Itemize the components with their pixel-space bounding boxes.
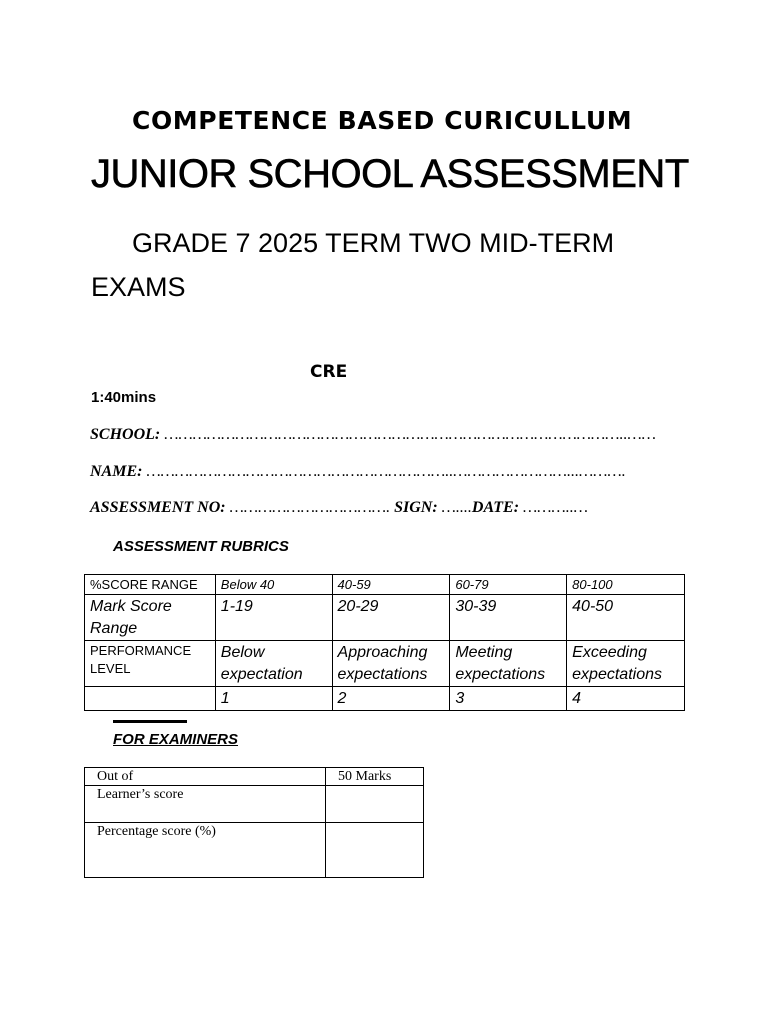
table-row — [85, 687, 685, 711]
exam-title-line2: EXAMS — [91, 272, 186, 302]
rubric-cell: Approaching expectations — [332, 641, 450, 687]
name-label: NAME: — [90, 463, 143, 480]
rubric-cell — [85, 687, 216, 711]
subject-title: CRE — [310, 362, 348, 382]
rubric-cell: PERFORMANCE LEVEL — [85, 641, 216, 687]
rubric-cell: Below 40 — [215, 575, 332, 595]
marks-cell: 50 Marks — [326, 768, 424, 786]
rubric-cell: Meeting expectations — [450, 641, 567, 687]
rubric-cell: 1-19 — [215, 595, 332, 641]
marks-cell: Percentage score (%) — [85, 823, 326, 878]
rubrics-title: ASSESSMENT RUBRICS — [113, 538, 289, 555]
rubric-cell: 80-100 — [567, 575, 685, 595]
learner-score-input[interactable] — [326, 786, 424, 823]
rubric-cell: 40-50 — [567, 595, 685, 641]
sign-blank: ….... — [437, 499, 472, 516]
rubric-cell: 2 — [332, 687, 450, 711]
rubric-cell: Mark Score Range — [85, 595, 216, 641]
table-row — [85, 575, 685, 595]
curriculum-heading: COMPETENCE BASED CURICULLUM — [132, 106, 633, 135]
assessment-number-label: ASSESSMENT NO: — [90, 499, 226, 516]
marks-cell: Out of — [85, 768, 326, 786]
marks-cell: Learner’s score — [85, 786, 326, 823]
table-row — [85, 768, 424, 786]
rubric-cell: 4 — [567, 687, 685, 711]
rubric-cell: 3 — [450, 687, 567, 711]
percentage-score-input[interactable] — [326, 823, 424, 878]
table-row — [85, 823, 424, 878]
rubric-cell: %SCORE RANGE — [85, 575, 216, 595]
date-blank: ………..… — [519, 499, 588, 516]
table-row — [85, 641, 685, 687]
rubric-cell: 20-29 — [332, 595, 450, 641]
assessment-heading: JUNIOR SCHOOL ASSESSMENT — [91, 152, 689, 196]
examiners-title: FOR EXAMINERS — [113, 731, 239, 748]
school-field[interactable] — [90, 426, 656, 444]
table-row — [85, 786, 424, 823]
rubric-cell: 40-59 — [332, 575, 450, 595]
assessment-number-field[interactable] — [90, 499, 588, 517]
rubric-cell: 60-79 — [450, 575, 567, 595]
school-label: SCHOOL: — [90, 426, 161, 443]
exam-duration: 1:40mins — [91, 389, 157, 406]
divider-rule — [113, 720, 187, 723]
exam-title-line1: GRADE 7 2025 TERM TWO MID-TERM — [132, 228, 615, 258]
examiners-table — [84, 767, 424, 878]
name-field[interactable] — [90, 463, 626, 481]
date-label: DATE: — [471, 499, 520, 516]
name-blank: ………………………………………………………..……………………...………. — [142, 463, 626, 480]
school-blank: ……………………………………………………………………………………..…… — [160, 426, 656, 443]
assessment-number-blank: ……………………………. — [225, 499, 395, 516]
sign-label: SIGN: — [394, 499, 438, 516]
rubric-cell: Exceeding expectations — [567, 641, 685, 687]
rubric-cell: 1 — [215, 687, 332, 711]
rubric-cell: Below expectation — [215, 641, 332, 687]
rubric-cell: 30-39 — [450, 595, 567, 641]
rubrics-table — [84, 574, 685, 711]
table-row — [85, 595, 685, 641]
